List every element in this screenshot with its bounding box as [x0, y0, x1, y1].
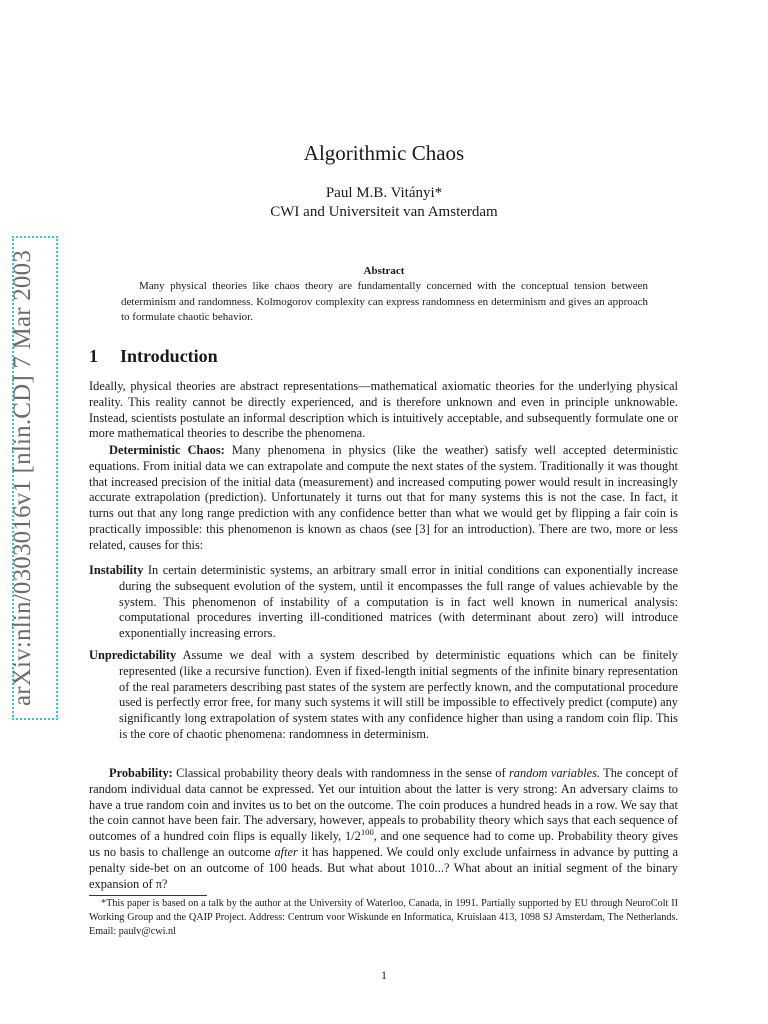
- abstract-text: Many physical theories like chaos theory are fundamentally concerned with the conceptual tension between determinism and randomness. Kolmogorov complexity can express randomness en determinism and gives an approach to formulate chaotic behavior.: [121, 280, 648, 323]
- emphasis-text: random variables.: [508, 766, 601, 780]
- paragraph-label: Deterministic Chaos:: [109, 443, 225, 457]
- text-run: it has happened. We could only exclude unfairness in advance by putting a penalty side-bet on an outcome of 100 heads. But what about 1010...? What about an initial segment of the binary expansion of π?: [89, 844, 678, 891]
- paragraph-deterministic-chaos: [89, 443, 678, 554]
- paragraph-label: Probability:: [109, 766, 173, 780]
- author-block: [0, 184, 768, 222]
- abstract-heading: Abstract: [363, 265, 405, 277]
- item-text: Assume we deal with a system described by deterministic equations which can be finitely represented (like a recursive function). Even if fixed-length initial segments of the infinite binary representation of the real parameters describing past states of the system are perfectly known, and the computational procedure used is perfectly error free, for many such systems it will still be impossible to effectively predict (compute) any significantly long extrapolation of system states with any confidence higher than using a random coin flip. This is the core of chaotic phenomena: randomness in determinism.: [119, 648, 678, 741]
- arxiv-identifier: arXiv:nlin/0303016v1 [nlin.CD] 7 Mar 2003: [9, 249, 36, 707]
- page-number: 1: [381, 968, 387, 982]
- list-item-instability: [89, 563, 678, 642]
- paper-title: Algorithmic Chaos: [303, 141, 465, 165]
- text-run: , and one sequence had to come up. Probability theory gives us no basis to challenge an outcome: [89, 829, 678, 859]
- text-run: Classical probability theory deals with randomness in the sense of: [176, 766, 506, 780]
- author-name: Paul M.B. Vitányi*: [325, 185, 443, 201]
- item-label: Instability: [89, 563, 144, 577]
- emphasis-text: after: [274, 844, 298, 859]
- text-run: The concept of random individual data cannot be expressed. Yet our intuition about the latter is very strong: An adversary claims to have a true random coin and invites us to bet on the outcome. The coin produces a hundred heads in a row. We say that the coin cannot have been fair. The adversary, however, appeals to probability theory which says that each sequence of outcomes of a hundred coin flips is equally likely, 1/2: [89, 766, 678, 844]
- item-label: Unpredictability: [89, 648, 177, 662]
- section-title: Introduction: [120, 346, 218, 366]
- list-item-unpredictability: [89, 648, 678, 743]
- footnote: *This paper is based on a talk by the author at the University of Waterloo, Canada, in 1991. Partially supported by EU through NeuroColt II Working Group and the QAIP Project. Address: Centrum voor Wiskunde en Informatica, Kruislaan 413, 1098 SJ Amsterdam, The Netherlands. Email: paulv@cwi.nl: [89, 898, 678, 937]
- paragraph-text: Many phenomena in physics (like the weather) satisfy well accepted deterministic equations. From initial data we can extrapolate and compute the next states of the system. Traditionally it was thought that increased precision of the initial data (measurement) and increased computing power would result in increasingly accurate extrapolation (prediction). Unfortunately it turns out that for many systems this is not the case. In fact, it turns out that any long range prediction with any confidence better than what we would get by flipping a fair coin is practically impossible: this phenomenon is known as chaos (see [3] for an introduction). There are two, more or less related, causes for this:: [89, 443, 678, 552]
- item-text: In certain deterministic systems, an arbitrary small error in initial conditions can exponentially increase during the subsequent evolution of the system, until it encompasses the full range of values achievable by the system. This phenomenon of instability of a computation is in fact well known in numerical analysis: computational procedures inverting ill-conditioned matrices (with determinant about zero) will introduce exponentially increasing errors.: [119, 563, 678, 641]
- section-number: 1: [89, 346, 98, 366]
- footnote-rule: [89, 895, 207, 896]
- superscript: 100: [360, 827, 374, 838]
- paragraph-intro: Ideally, physical theories are abstract representations—mathematical axiomatic theories for the underlying physical reality. This reality cannot be directly experienced, and is therefore unknown and even in principle unknowable. Instead, scientists postulate an informal description which is intuitively acceptable, and subsequently formulate one or more mathematical theories to describe the phenomena.: [89, 379, 678, 441]
- paragraph-probability: [89, 766, 678, 892]
- author-affiliation: CWI and Universiteit van Amsterdam: [270, 204, 498, 220]
- section-heading: [89, 346, 218, 367]
